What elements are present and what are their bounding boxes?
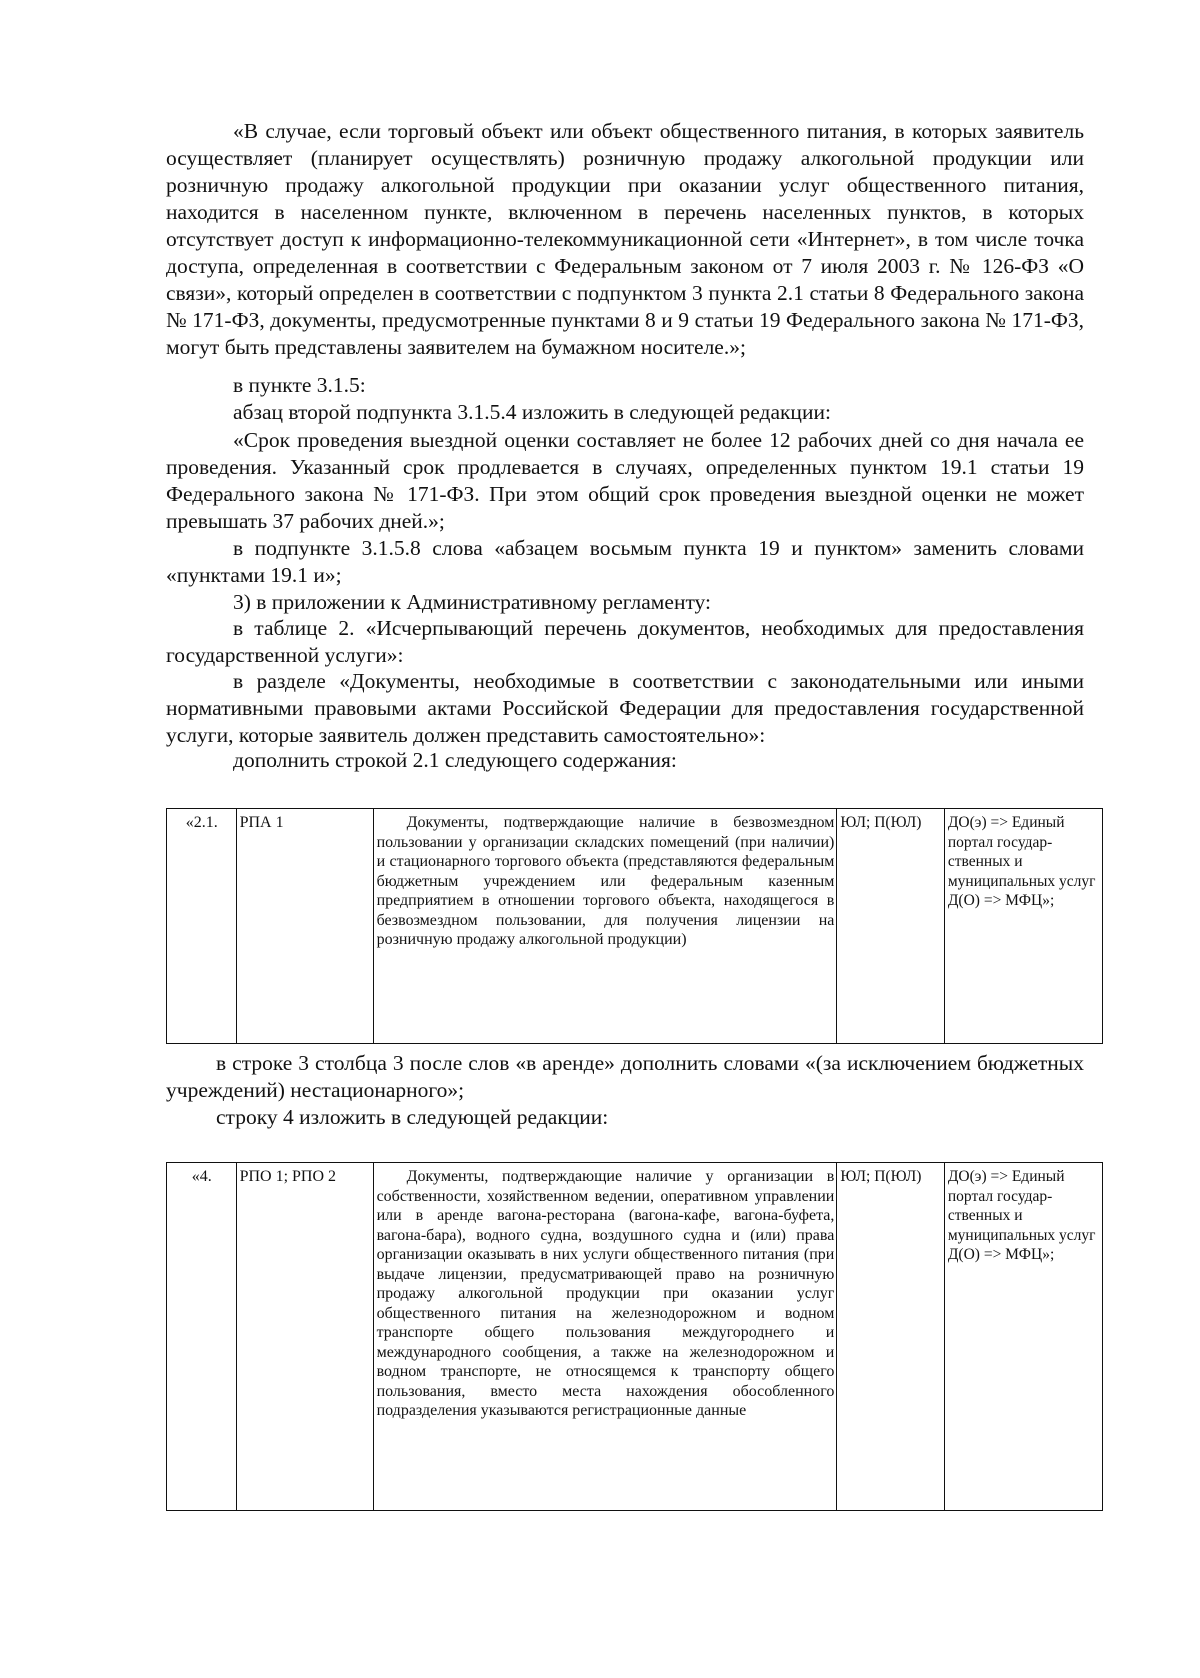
paragraph-quote-inspection-term: «Срок проведения выездной оценки составляет не более 12 рабочих дней со дня начала ее проведения. Указанный срок продлевается в случаях, определенных пунктом 19.1 статьи 19 Федерального закона № 171-ФЗ. При этом общий срок проведения выездной оценки не может превышать 37 рабочих дней.»; [166,428,1084,533]
paragraph-quote-internet: «В случае, если торговый объект или объект общественного питания, в которых заявитель осуществляет (планирует осуществлять) розничную продажу алкогольной продукции или розничную продажу алкогольной продукции при оказании услуг общественного питания, находится в населенном пункте, включенном в перечень населенных пунктов, в которых отсутствует доступ к информационно-телекоммуникационной сети «Интернет», в том числе точка доступа, определенная в соответствии с Федеральным законом от 7 июля 2003 г. № 126-ФЗ «О связи», который определен в соответствии с подпунктом 3 пункта 2.1 статьи 8 Федерального закона № 171-ФЗ, документы, предусмотренные пунктами 8 и 9 статьи 19 Федерального закона № 171-ФЗ, могут быть представлены заявителем на бумажном носителе.»; [166,119,1084,359]
document-text: Документы, подтверждающие наличие в безвозмездном пользовании у организации складских помещений (при наличии) и стационарного торгового объекта (представляются федеральным бюджетным учреждением или федеральным казенным предприятием в отношении торгового объекта, находящегося в безвозмездном пользовании, для получения лицензии на розничную продажу алкогольной продукции) [376,814,835,948]
paragraph-subpoint-3-1-5-8: в подпункте 3.1.5.8 слова «абзацем восьмым пункта 19 и пунктом» заменить словами «пунктами 19.1 и»; [166,536,1084,587]
paragraph-subpoint-3-1-5-4: абзац второй подпункта 3.1.5.4 изложить в следующей редакции: [233,400,831,424]
table-row [167,1163,1103,1511]
row-code: РПА 1 [236,809,373,1044]
row-number: «4. [167,1163,237,1511]
table-row-2-1 [166,808,1103,1044]
row-channels [944,809,1102,1044]
row-code: РПО 1; РПО 2 [236,1163,373,1511]
paragraph-row-4: строку 4 изложить в следующей редакции: [216,1105,609,1129]
table-row-4 [166,1162,1103,1511]
table-row [167,809,1103,1044]
paragraph-table-2: в таблице 2. «Исчерпывающий перечень документов, необходимых для предоставления государственной услуги»: [166,616,1084,667]
row-document-description [373,1163,837,1511]
row-document-description [373,809,837,1044]
channel-mfc: Д(О) => МФЦ»; [947,1246,1055,1263]
row-applicant: ЮЛ; П(ЮЛ) [837,809,945,1044]
channel-portal: ДО(э) => Единый портал государ-ственных и муниципальных услуг [947,1168,1096,1244]
channel-portal: ДО(э) => Единый портал государ-ственных и муниципальных услуг [947,814,1096,890]
channel-mfc: Д(О) => МФЦ»; [947,892,1055,909]
row-applicant: ЮЛ; П(ЮЛ) [837,1163,945,1511]
paragraph-row-3-column-3: в строке 3 столбца 3 после слов «в аренде» дополнить словами «(за исключением бюджетных учреждений) нестационарного»; [166,1051,1084,1102]
paragraph-section-documents: в разделе «Документы, необходимые в соответствии с законодательными или иными нормативными правовыми актами Российской Федерации для предоставления государственной услуги, которые заявитель должен представить самостоятельно»: [166,669,1084,747]
paragraph-appendix: 3) в приложении к Административному регламенту: [233,590,711,614]
paragraph-point-3-1-5: в пункте 3.1.5: [233,373,366,397]
paragraph-add-row-2-1: дополнить строкой 2.1 следующего содержания: [233,748,677,772]
row-channels [944,1163,1102,1511]
row-number: «2.1. [167,809,237,1044]
document-text: Документы, подтверждающие наличие у организации в собственности, хозяйственном ведении, оперативном управлении или в аренде вагона-ресторана (вагона-кафе, вагона-буфета, вагона-бара), водного судна, воздушного судна и (или) права организации оказывать в них услуги общественного питания (при выдаче лицензии, предусматривающей право на розничную продажу алкогольной продукции при оказании услуг общественного питания на железнодорожном и водном транспорте общего пользования междугороднего и международного сообщения, а также на железнодорожном и водном транспорте, не относящемся к транспорту общего пользования, вместо места нахождения обособленного подразделения указываются регистрационные данные [376,1168,835,1419]
